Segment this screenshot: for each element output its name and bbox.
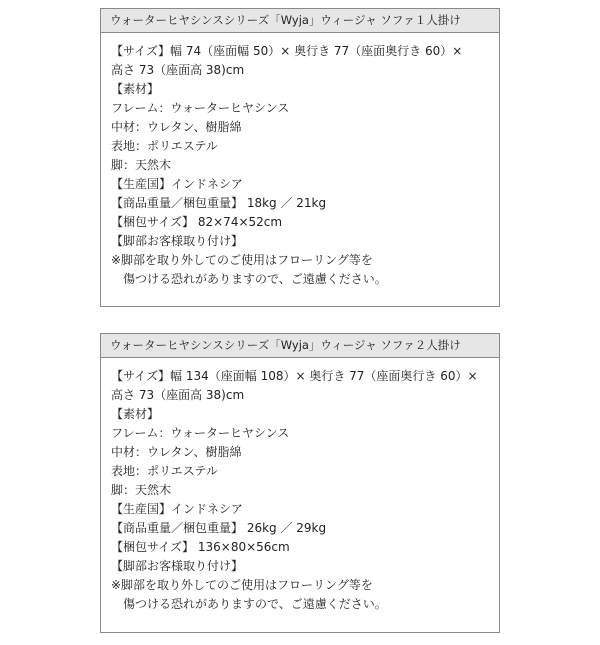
spec-line-package-size: 【梱包サイズ】 136×80×56cm (111, 540, 290, 554)
spec-title: ウォーターヒヤシンスシリーズ「Wyja」ウィージャ ソファ２人掛け (101, 334, 499, 358)
spec-box-2p (100, 333, 500, 633)
spec-line-height: 高さ 73（座面高 38)cm (111, 63, 245, 77)
spec-line-package-size: 【梱包サイズ】 82×74×52cm (111, 215, 283, 229)
spec-body (101, 358, 499, 614)
spec-line-assembly: 【脚部お客様取り付け】 (111, 234, 244, 248)
spec-line-note: ※脚部を取り外してのご使用はフローリング等を (111, 578, 373, 592)
spec-line-upholstery: 表地：ポリエステル (111, 464, 218, 478)
spec-body (101, 33, 499, 289)
spec-line-weight: 【商品重量／梱包重量】 18kg ／ 21kg (111, 196, 327, 210)
spec-line-size: 【サイズ】幅 74（座面幅 50）× 奥行き 77（座面奥行き 60）× (111, 44, 463, 58)
spec-line-frame: フレーム：ウォーターヒヤシンス (111, 101, 290, 115)
spec-line-note: ※脚部を取り外してのご使用はフローリング等を (111, 253, 373, 267)
spec-line-legs: 脚：天然木 (111, 158, 172, 172)
spec-line-origin: 【生産国】インドネシア (111, 177, 243, 191)
spec-line-material-heading: 【素材】 (111, 82, 160, 96)
spec-line-assembly: 【脚部お客様取り付け】 (111, 559, 244, 573)
spec-line-origin: 【生産国】インドネシア (111, 502, 243, 516)
spec-line-note-cont: 傷つける恐れがありますので、ご遠慮ください。 (123, 597, 387, 611)
spec-line-legs: 脚：天然木 (111, 483, 172, 497)
spec-line-size: 【サイズ】幅 134（座面幅 108）× 奥行き 77（座面奥行き 60）× (111, 369, 478, 383)
spec-title: ウォーターヒヤシンスシリーズ「Wyja」ウィージャ ソファ１人掛け (101, 9, 499, 33)
spec-box-1p (100, 8, 500, 307)
spec-line-height: 高さ 73（座面高 38)cm (111, 388, 245, 402)
spec-line-filling: 中材：ウレタン、樹脂綿 (111, 120, 242, 134)
spec-line-weight: 【商品重量／梱包重量】 26kg ／ 29kg (111, 521, 327, 535)
spec-line-note-cont: 傷つける恐れがありますので、ご遠慮ください。 (123, 272, 387, 286)
spec-line-frame: フレーム：ウォーターヒヤシンス (111, 426, 290, 440)
spec-line-material-heading: 【素材】 (111, 407, 160, 421)
spec-line-upholstery: 表地：ポリエステル (111, 139, 218, 153)
spec-line-filling: 中材：ウレタン、樹脂綿 (111, 445, 242, 459)
